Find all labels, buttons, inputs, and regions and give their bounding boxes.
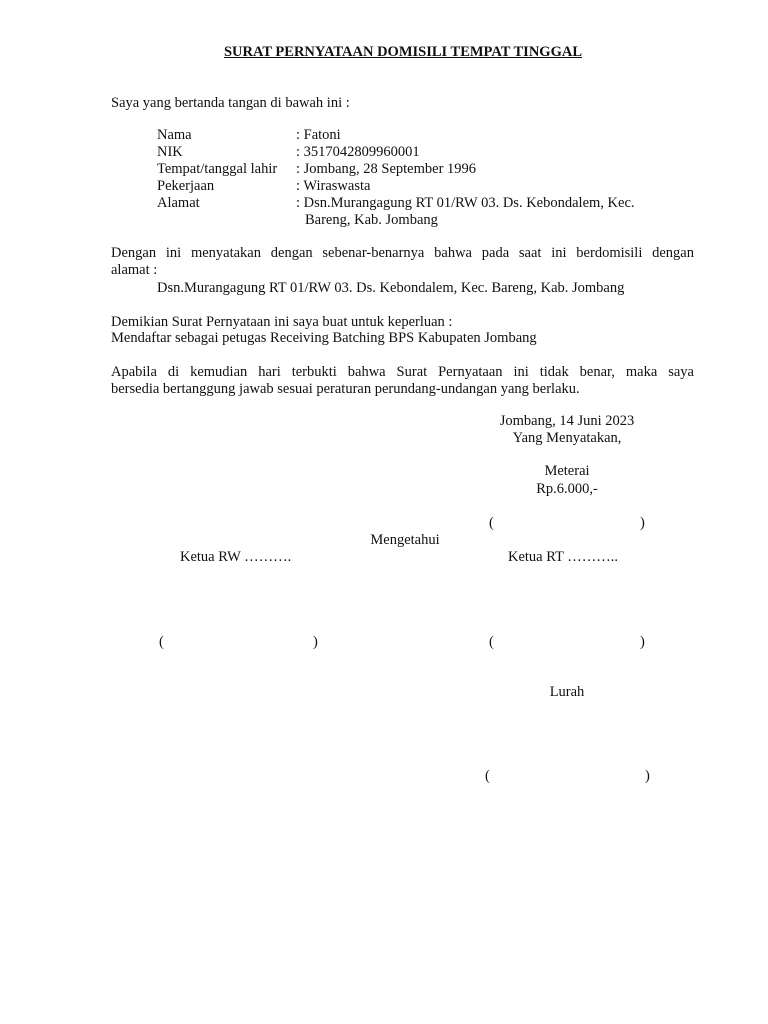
field-label-nama: Nama bbox=[157, 127, 192, 143]
place-date: Jombang, 14 Juni 2023 bbox=[499, 413, 635, 429]
closing-line-2: bersedia bertanggung jawab sesuai peraturan perundang-undangan yang berlaku. bbox=[111, 381, 580, 397]
field-value-alamat-cont: Bareng, Kab. Jombang bbox=[305, 212, 438, 228]
field-label-nik: NIK bbox=[157, 144, 183, 160]
lurah-label: Lurah bbox=[549, 684, 585, 700]
stamp-label: Meterai bbox=[544, 463, 590, 479]
statement-line-2: alamat : bbox=[111, 262, 158, 278]
lurah-signature-open: ( bbox=[485, 768, 490, 784]
purpose-text: Mendaftar sebagai petugas Receiving Batching BPS Kabupaten Jombang bbox=[111, 330, 537, 346]
closing-line-1: Apabila di kemudian hari terbukti bahwa Surat Pernyataan ini tidak benar, maka saya bbox=[111, 364, 694, 380]
declarant-label: Yang Menyatakan, bbox=[512, 430, 622, 446]
stamp-value: Rp.6.000,- bbox=[536, 481, 598, 497]
purpose-intro: Demikian Surat Pernyataan ini saya buat untuk keperluan : bbox=[111, 314, 453, 330]
field-value-ttl: : Jombang, 28 September 1996 bbox=[296, 161, 477, 177]
field-label-alamat: Alamat bbox=[157, 195, 200, 211]
rt-signature-open: ( bbox=[489, 634, 494, 650]
rw-signature-close: ) bbox=[313, 634, 318, 650]
field-value-nama: : Fatoni bbox=[296, 127, 341, 143]
rw-signature-open: ( bbox=[159, 634, 164, 650]
statement-line-1: Dengan ini menyatakan dengan sebenar-benarnya bahwa pada saat ini berdomisili dengan bbox=[111, 245, 694, 261]
lurah-signature-close: ) bbox=[645, 768, 650, 784]
acknowledged-label: Mengetahui bbox=[370, 532, 440, 548]
rt-signature-close: ) bbox=[640, 634, 645, 650]
domicile-address: Dsn.Murangagung RT 01/RW 03. Ds. Kebondalem, Kec. Bareng, Kab. Jombang bbox=[157, 280, 625, 296]
intro-text: Saya yang bertanda tangan di bawah ini : bbox=[111, 95, 350, 111]
rw-label: Ketua RW ………. bbox=[180, 549, 292, 565]
field-value-alamat: : Dsn.Murangagung RT 01/RW 03. Ds. Kebondalem, Kec. bbox=[296, 195, 635, 211]
field-value-pekerjaan: : Wiraswasta bbox=[296, 178, 371, 194]
field-label-pekerjaan: Pekerjaan bbox=[157, 178, 215, 194]
declarant-signature-close: ) bbox=[640, 515, 645, 531]
declarant-signature-open: ( bbox=[489, 515, 494, 531]
rt-label: Ketua RT ……….. bbox=[508, 549, 619, 565]
document-title: SURAT PERNYATAAN DOMISILI TEMPAT TINGGAL bbox=[223, 44, 583, 60]
field-value-nik: : 3517042809960001 bbox=[296, 144, 420, 160]
field-label-ttl: Tempat/tanggal lahir bbox=[157, 161, 278, 177]
